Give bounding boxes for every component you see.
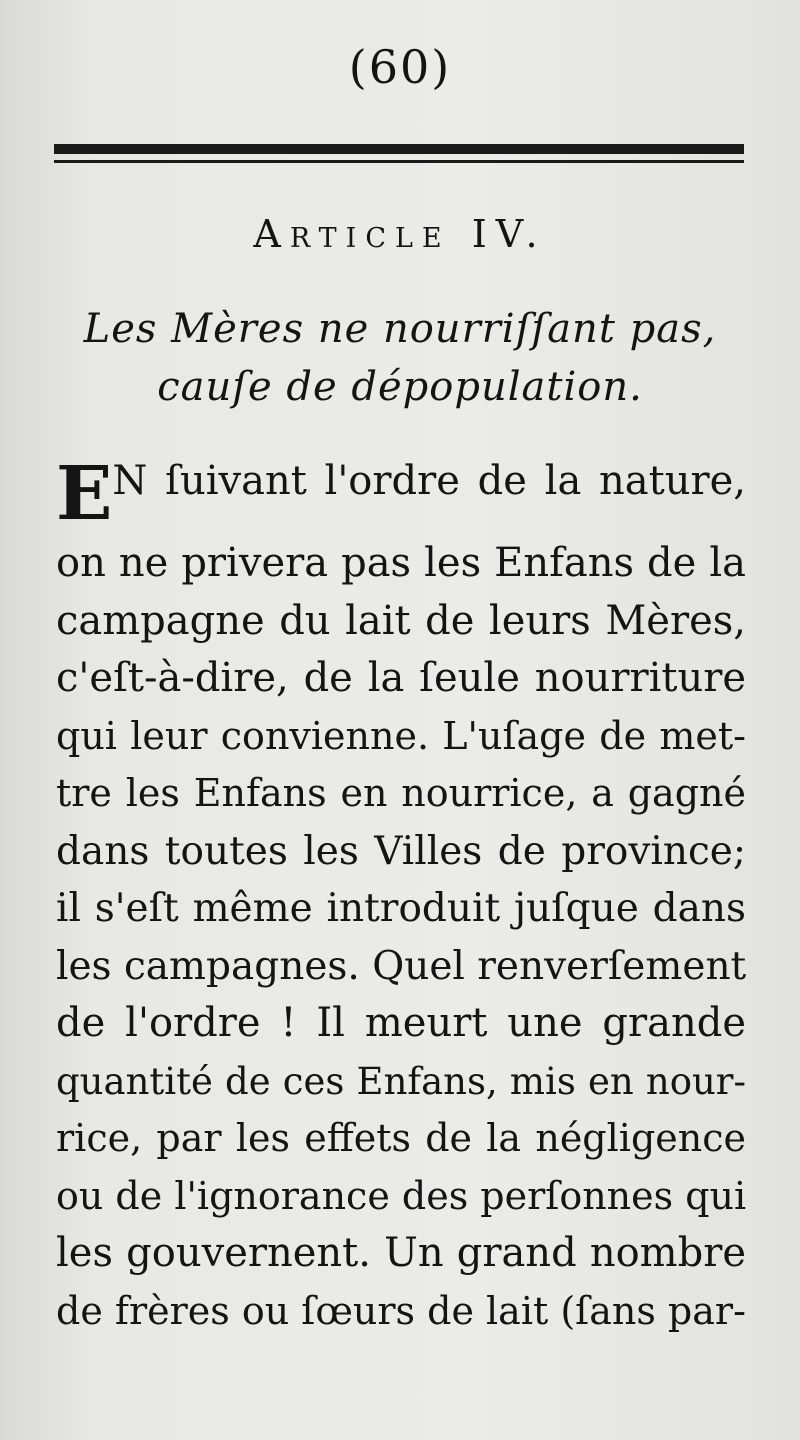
text-line: tre les Enfans en nourrice, a gagné: [56, 771, 746, 815]
text-line-content: N ſuivant l'ordre de la nature,: [112, 458, 746, 504]
text-line: les gouvernent. Un grand nombre: [56, 1230, 746, 1276]
text-line: les campagnes. Quel renverſement: [56, 943, 747, 989]
text-line: rice, par les effets de la négligence: [56, 1116, 746, 1160]
article-subtitle-line-1: Les Mères ne nourriſſant pas,: [83, 306, 717, 352]
text-line: ou de l'ignorance des perſonnes qui: [56, 1173, 747, 1218]
drop-cap: E: [56, 451, 113, 537]
text-line: quantité de ces Enfans, mis en nour-: [56, 1059, 746, 1103]
page-number: (60): [348, 40, 452, 94]
body-text: [56, 445, 746, 1340]
text-line: de l'ordre ! Il meurt une grande: [56, 1000, 746, 1046]
text-line: dans toutes les Villes de province;: [56, 828, 746, 874]
text-line: campagne du lait de leurs Mères,: [56, 597, 746, 644]
text-line-1: [56, 445, 746, 535]
header-rule-thick: [54, 144, 744, 154]
text-line: de frères ou ſœurs de lait (ſans par-: [56, 1288, 746, 1333]
text-line: il s'eſt même introduit juſque dans: [56, 886, 746, 931]
article-heading: Article IV.: [253, 212, 547, 256]
text-line: qui leur convienne. L'uſage de met-: [56, 713, 746, 758]
article-subtitle-line-2: cauſe de dépopulation.: [157, 364, 643, 410]
header-rule-thin: [54, 160, 744, 163]
text-line: on ne privera pas les Enfans de la: [56, 540, 746, 586]
text-line: c'eſt-à-dire, de la ſeule nourriture: [56, 655, 746, 701]
